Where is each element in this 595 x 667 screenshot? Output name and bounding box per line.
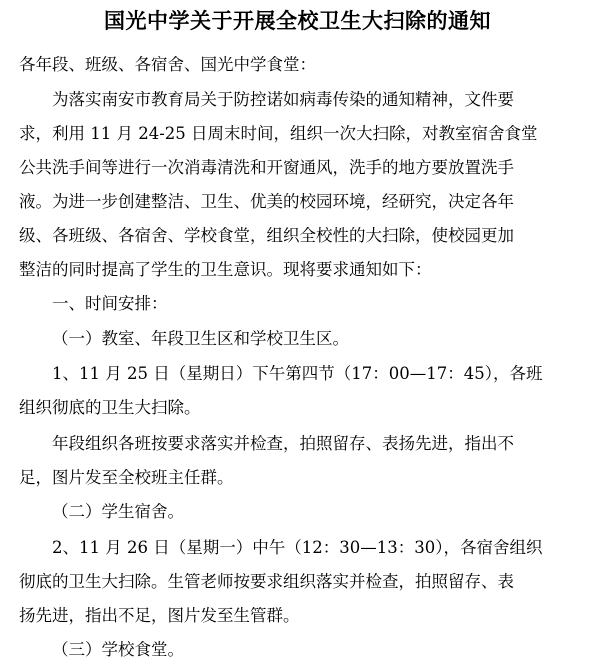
paragraph-line: 足，图片发至全校班主任群。 <box>19 468 234 487</box>
paragraph-line: 扬先进，指出不足，图片发至生管群。 <box>19 606 300 625</box>
paragraph-line: 公共洗手间等进行一次消毒清洗和开窗通风，洗手的地方要放置洗手 <box>19 158 514 177</box>
subsection-heading: （三）学校食堂。 <box>52 640 184 659</box>
paragraph-line: 级、各班级、各宿舍、学校食堂，组织全校性的大扫除，使校园更加 <box>19 226 514 245</box>
paragraph-line: 整洁的同时提高了学生的卫生意识。现将要求通知如下： <box>19 260 432 279</box>
paragraph-line: 1、11 月 25 日（星期日）下午第四节（17：00—17：45），各班 <box>52 364 543 383</box>
paragraph-line: 组织彻底的卫生大扫除。 <box>19 398 201 417</box>
paragraph-line: 2、11 月 26 日（星期一）中午（12：30—13：30），各宿舍组织 <box>52 538 543 557</box>
paragraph-line: 为落实南安市教育局关于防控诺如病毒传染的通知精神，文件要 <box>52 90 514 109</box>
paragraph-line: 彻底的卫生大扫除。生管老师按要求组织落实并检查，拍照留存、表 <box>19 572 514 591</box>
subsection-heading: （二）学生宿舍。 <box>52 502 184 521</box>
subsection-heading: （一）教室、年段卫生区和学校卫生区。 <box>52 329 349 348</box>
paragraph-line: 年段组织各班按要求落实并检查，拍照留存、表扬先进，指出不 <box>52 434 514 453</box>
document-title: 国光中学关于开展全校卫生大扫除的通知 <box>104 9 491 33</box>
paragraph-line: 液。为进一步创建整洁、卫生、优美的校园环境，经研究，决定各年 <box>19 192 514 211</box>
salutation: 各年段、班级、各宿舍、国光中学食堂： <box>19 55 316 74</box>
section-heading: 一、时间安排： <box>52 294 168 313</box>
paragraph-line: 求，利用 11 月 24-25 日周末时间，组织一次大扫除，对教室宿舍食堂 <box>19 124 538 143</box>
